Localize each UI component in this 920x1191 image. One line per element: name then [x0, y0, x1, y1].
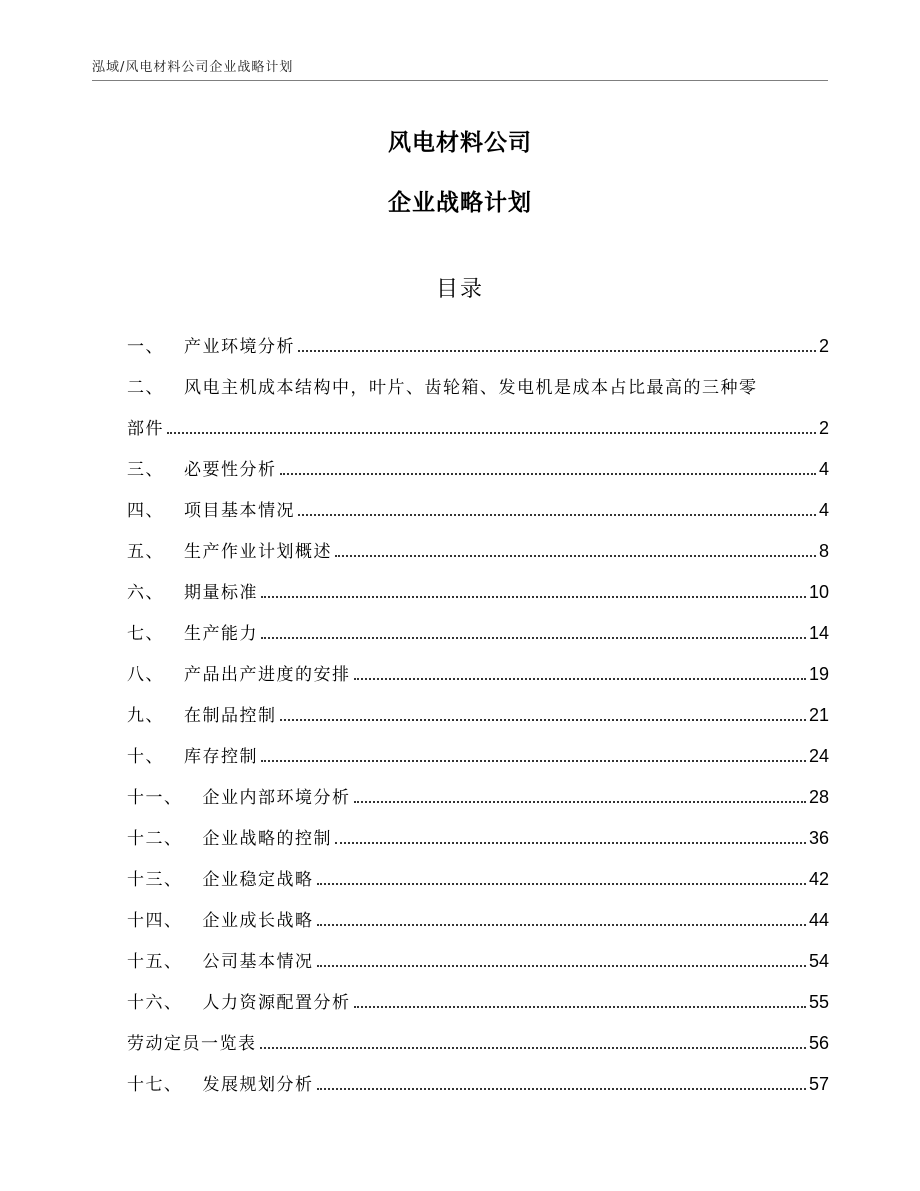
- toc-entry-title: 项目基本情况: [184, 501, 295, 521]
- header-divider: [92, 80, 828, 81]
- toc-entry-number: 十五、: [127, 952, 183, 972]
- toc-entry-page: 4: [818, 500, 829, 520]
- toc-entry-number: 十四、: [127, 911, 183, 931]
- toc-entry-title: 必要性分析: [184, 460, 277, 480]
- toc-entry-number: 十六、: [127, 993, 183, 1013]
- toc-entry-number: 一、: [127, 337, 164, 357]
- toc-leader: [317, 1088, 806, 1090]
- toc-entry-page: 2: [818, 336, 829, 356]
- toc-entry-page: 19: [808, 664, 829, 684]
- toc-entry[interactable]: [127, 890, 829, 931]
- toc-entry-title: 企业内部环境分析: [202, 788, 351, 808]
- toc-leader: [354, 801, 806, 803]
- document-subtitle: 企业战略计划: [388, 190, 532, 216]
- toc-entry-page: 10: [808, 582, 829, 602]
- toc-entry-number: 八、: [127, 665, 164, 685]
- toc-entry-title: 在制品控制: [184, 706, 277, 726]
- toc-entry-page: 42: [808, 869, 829, 889]
- toc-entry-number: 三、: [127, 460, 164, 480]
- toc-leader: [260, 1047, 806, 1049]
- toc-entry-title: 生产能力: [184, 624, 258, 644]
- toc-entry-page: 36: [808, 828, 829, 848]
- toc-entry-number: 五、: [127, 542, 164, 562]
- toc-entry-number: 十七、: [127, 1075, 183, 1095]
- toc-entry-title-continued: 部件: [127, 419, 164, 439]
- toc-entry-page: 56: [808, 1033, 829, 1053]
- toc-leader: [298, 350, 816, 352]
- toc-entry[interactable]: [127, 357, 829, 439]
- toc-entry[interactable]: [127, 931, 829, 972]
- toc-leader: [317, 883, 806, 885]
- toc-leader: [261, 596, 806, 598]
- toc-entry-page: 28: [808, 787, 829, 807]
- toc-entry[interactable]: [127, 685, 829, 726]
- toc-entry-page: 44: [808, 910, 829, 930]
- toc-leader: [317, 965, 806, 967]
- toc-leader: [298, 514, 816, 516]
- toc-entry-title: 企业成长战略: [202, 911, 314, 931]
- toc-entry-title: 产业环境分析: [184, 337, 295, 357]
- running-header: 泓域/风电材料公司企业战略计划: [92, 60, 294, 75]
- toc-entry[interactable]: [127, 1013, 829, 1054]
- toc-leader: [261, 760, 806, 762]
- toc-entry-number: 七、: [127, 624, 164, 644]
- toc-leader: [335, 555, 816, 557]
- toc-entry-number: 四、: [127, 501, 164, 521]
- toc-entry[interactable]: [127, 808, 829, 849]
- toc-entry-number: 二、: [127, 378, 164, 398]
- toc-entry-page: 2: [818, 418, 829, 438]
- toc-entry[interactable]: [127, 439, 829, 480]
- toc-entry-number: 六、: [127, 583, 164, 603]
- toc-entry-title: 发展规划分析: [202, 1075, 314, 1095]
- toc-entry[interactable]: [127, 480, 829, 521]
- toc-entry[interactable]: [127, 1054, 829, 1095]
- toc-entry-number: 十、: [127, 747, 164, 767]
- toc-entry-number: 十三、: [127, 870, 183, 890]
- toc-leader: [261, 637, 806, 639]
- toc-entry-number: 十一、: [127, 788, 183, 808]
- toc-entry-title: 库存控制: [184, 747, 258, 767]
- toc-entry-title: 公司基本情况: [202, 952, 314, 972]
- toc-entry-title: 劳动定员一览表: [127, 1034, 257, 1054]
- toc-entry[interactable]: [127, 562, 829, 603]
- toc-entry[interactable]: [127, 767, 829, 808]
- toc-entry[interactable]: [127, 521, 829, 562]
- toc-leader: [354, 1006, 806, 1008]
- toc-leader: [335, 842, 806, 844]
- toc-entry[interactable]: [127, 972, 829, 1013]
- toc-entry-title: 企业稳定战略: [202, 870, 314, 890]
- toc-heading: 目录: [435, 277, 484, 302]
- toc-entry-title: 风电主机成本结构中，叶片、齿轮箱、发电机是成本占比最高的三种零: [184, 378, 758, 398]
- toc-leader: [167, 432, 816, 434]
- toc-entry-page: 8: [818, 541, 829, 561]
- toc-entry[interactable]: [127, 603, 829, 644]
- toc-entry-page: 54: [808, 951, 829, 971]
- toc-leader: [280, 473, 816, 475]
- toc-entry-page: 21: [808, 705, 829, 725]
- toc-entry-page: 24: [808, 746, 829, 766]
- toc-entry-title: 产品出产进度的安排: [184, 665, 351, 685]
- toc-entry-title: 生产作业计划概述: [184, 542, 332, 562]
- toc-entry-page: 4: [818, 459, 829, 479]
- toc-entry-title: 期量标准: [184, 583, 258, 603]
- toc-entry-title: 人力资源配置分析: [202, 993, 351, 1013]
- toc-entry[interactable]: [127, 644, 829, 685]
- table-of-contents: [127, 316, 829, 1095]
- toc-entry-number: 十二、: [127, 829, 183, 849]
- toc-entry-page: 57: [808, 1074, 829, 1094]
- document-title: 风电材料公司: [388, 130, 532, 156]
- toc-entry-page: 55: [808, 992, 829, 1012]
- toc-leader: [317, 924, 806, 926]
- toc-leader: [354, 678, 806, 680]
- toc-entry-title: 企业战略的控制: [202, 829, 332, 849]
- toc-entry[interactable]: [127, 849, 829, 890]
- toc-entry[interactable]: [127, 316, 829, 357]
- toc-entry-page: 14: [808, 623, 829, 643]
- toc-leader: [280, 719, 806, 721]
- toc-entry-number: 九、: [127, 706, 164, 726]
- toc-entry[interactable]: [127, 726, 829, 767]
